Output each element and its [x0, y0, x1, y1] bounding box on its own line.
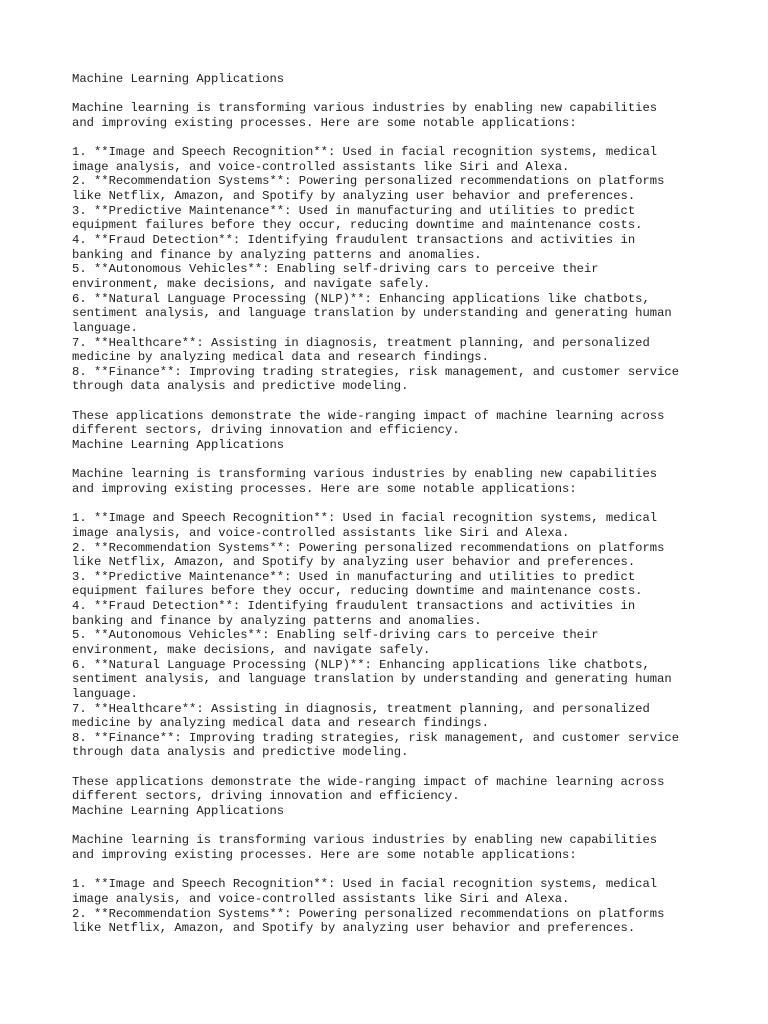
document-line — [72, 394, 712, 409]
document-page — [72, 72, 712, 936]
document-line: different sectors, driving innovation and efficiency. — [72, 423, 460, 438]
document-line: 5. **Autonomous Vehicles**: Enabling self-driving cars to perceive their — [72, 262, 599, 277]
document-line: banking and finance by analyzing patterns and anomalies. — [72, 613, 482, 628]
document-line: through data analysis and predictive modeling. — [72, 379, 409, 394]
document-line: 7. **Healthcare**: Assisting in diagnosis, treatment planning, and personalized — [72, 335, 650, 350]
document-line — [72, 760, 712, 775]
document-line: 1. **Image and Speech Recognition**: Used in facial recognition systems, medical — [72, 145, 658, 160]
document-line: 8. **Finance**: Improving trading strategies, risk management, and customer service — [72, 730, 680, 745]
document-line: language. — [72, 320, 138, 335]
document-line: image analysis, and voice-controlled assistants like Siri and Alexa. — [72, 891, 570, 906]
document-line: like Netflix, Amazon, and Spotify by analyzing user behavior and preferences. — [72, 189, 636, 204]
document-line: through data analysis and predictive modeling. — [72, 745, 409, 760]
document-line: Machine Learning Applications — [72, 72, 285, 86]
document-line: 3. **Predictive Maintenance**: Used in manufacturing and utilities to predict — [72, 569, 636, 584]
document-line: environment, make decisions, and navigate safely. — [72, 642, 431, 657]
document-line: medicine by analyzing medical data and research findings. — [72, 350, 489, 365]
document-line: 2. **Recommendation Systems**: Powering personalized recommendations on platforms — [72, 906, 665, 921]
document-line: 2. **Recommendation Systems**: Powering personalized recommendations on platforms — [72, 540, 665, 555]
document-line — [72, 497, 712, 512]
document-line: 4. **Fraud Detection**: Identifying fraudulent transactions and activities in — [72, 599, 636, 614]
document-line: Machine learning is transforming various industries by enabling new capabilities — [72, 467, 658, 482]
document-line: 6. **Natural Language Processing (NLP)**: Enhancing applications like chatbots, — [72, 291, 650, 306]
document-line: medicine by analyzing medical data and research findings. — [72, 716, 489, 731]
document-line: like Netflix, Amazon, and Spotify by analyzing user behavior and preferences. — [72, 921, 636, 936]
document-line — [72, 131, 712, 146]
document-line: image analysis, and voice-controlled assistants like Siri and Alexa. — [72, 525, 570, 540]
document-line: like Netflix, Amazon, and Spotify by analyzing user behavior and preferences. — [72, 555, 636, 570]
document-line — [72, 863, 712, 878]
document-line: image analysis, and voice-controlled assistants like Siri and Alexa. — [72, 159, 570, 174]
document-line: Machine Learning Applications — [72, 804, 285, 819]
document-line: Machine Learning Applications — [72, 438, 285, 453]
document-line: 7. **Healthcare**: Assisting in diagnosis, treatment planning, and personalized — [72, 701, 650, 716]
document-line — [72, 819, 712, 834]
document-line: 8. **Finance**: Improving trading strategies, risk management, and customer service — [72, 364, 680, 379]
document-line: different sectors, driving innovation and efficiency. — [72, 789, 460, 804]
document-line: Machine learning is transforming various industries by enabling new capabilities — [72, 833, 658, 848]
document-line — [72, 453, 712, 468]
document-line: equipment failures before they occur, reducing downtime and maintenance costs. — [72, 584, 643, 599]
document-line: 2. **Recommendation Systems**: Powering personalized recommendations on platforms — [72, 174, 665, 189]
document-line: and improving existing processes. Here are some notable applications: — [72, 847, 577, 862]
document-line: environment, make decisions, and navigate safely. — [72, 276, 431, 291]
document-line: language. — [72, 686, 138, 701]
document-line: Machine learning is transforming various industries by enabling new capabilities — [72, 101, 658, 116]
document-line: 4. **Fraud Detection**: Identifying fraudulent transactions and activities in — [72, 233, 636, 248]
document-line: 1. **Image and Speech Recognition**: Used in facial recognition systems, medical — [72, 511, 658, 526]
document-line: and improving existing processes. Here are some notable applications: — [72, 481, 577, 496]
document-line: 1. **Image and Speech Recognition**: Used in facial recognition systems, medical — [72, 877, 658, 892]
document-line: 5. **Autonomous Vehicles**: Enabling self-driving cars to perceive their — [72, 628, 599, 643]
document-line: 3. **Predictive Maintenance**: Used in manufacturing and utilities to predict — [72, 203, 636, 218]
document-line — [72, 87, 712, 102]
document-line: sentiment analysis, and language translation by understanding and generating human — [72, 672, 672, 687]
document-line: banking and finance by analyzing patterns and anomalies. — [72, 247, 482, 262]
document-line: 6. **Natural Language Processing (NLP)**: Enhancing applications like chatbots, — [72, 657, 650, 672]
document-line: and improving existing processes. Here are some notable applications: — [72, 115, 577, 130]
document-line: equipment failures before they occur, reducing downtime and maintenance costs. — [72, 218, 643, 233]
document-line: These applications demonstrate the wide-ranging impact of machine learning across — [72, 408, 665, 423]
document-line: sentiment analysis, and language translation by understanding and generating human — [72, 306, 672, 321]
document-line: These applications demonstrate the wide-ranging impact of machine learning across — [72, 774, 665, 789]
